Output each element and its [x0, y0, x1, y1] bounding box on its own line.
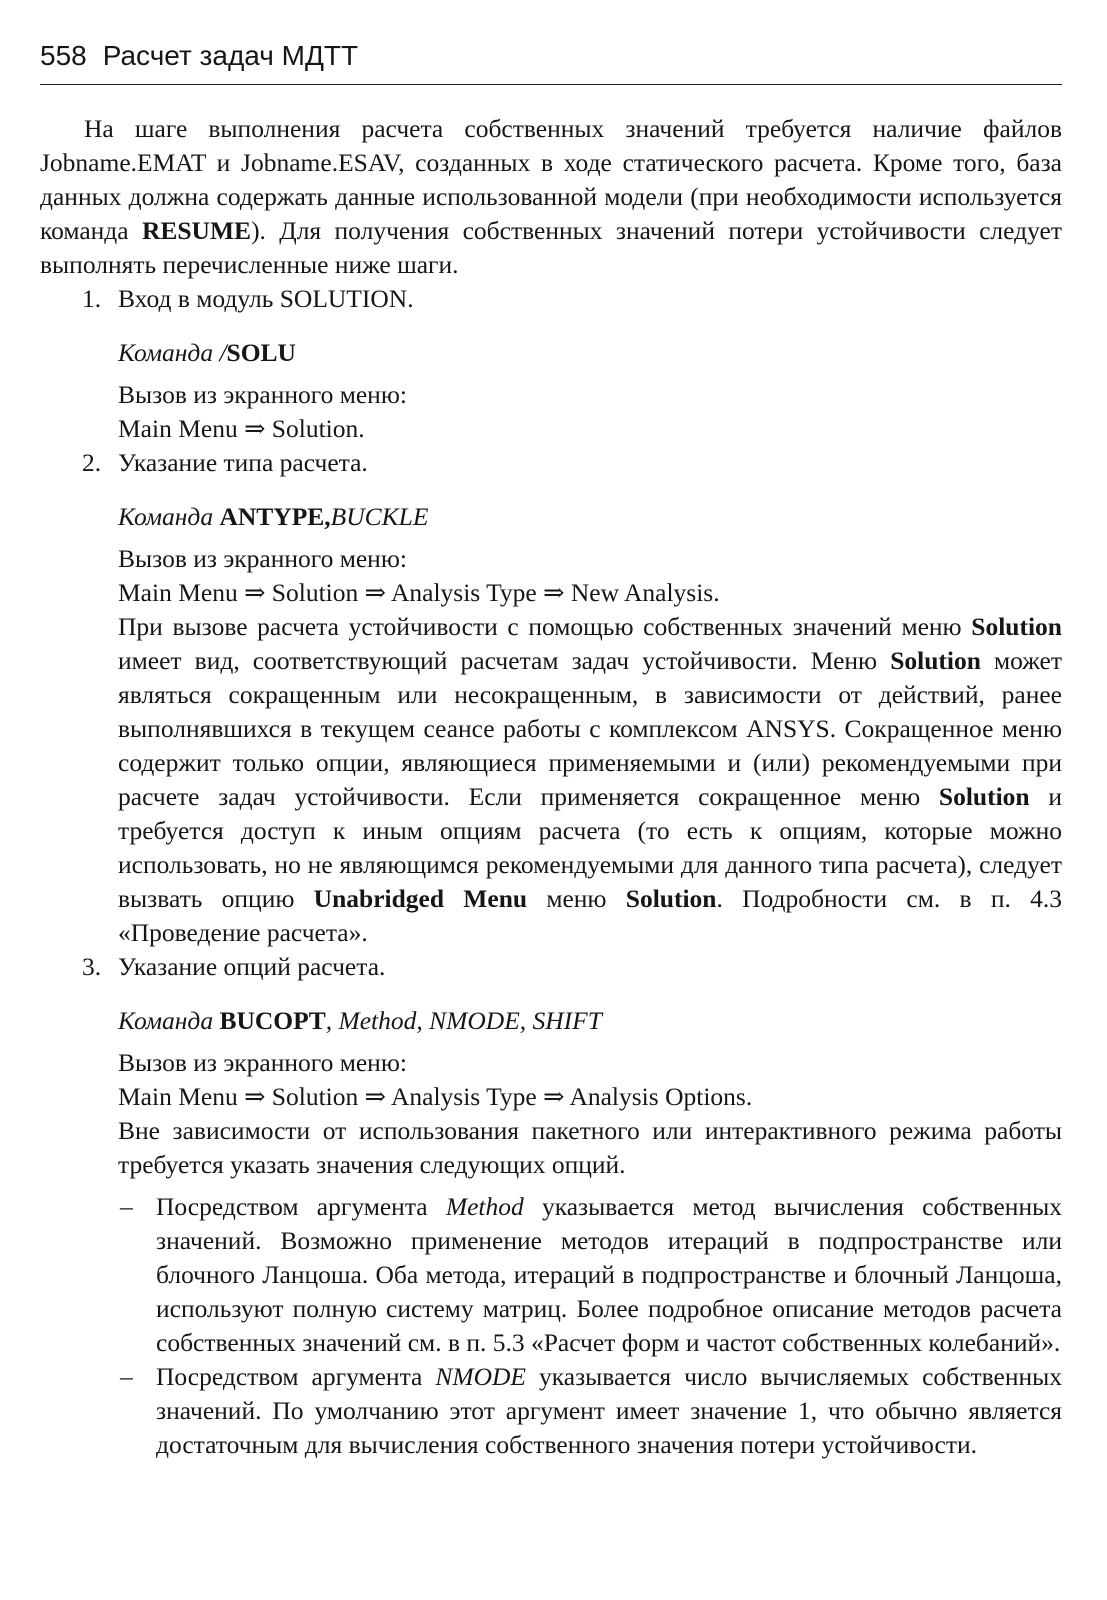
command-name: BUCOPT [219, 1006, 326, 1035]
command-line: Команда ANTYPE,BUCKLE [118, 502, 429, 531]
command-args: , Method, NMODE, SHIFT [325, 1006, 602, 1035]
header-rule [40, 84, 1062, 85]
menu-label: Вызов из экранного меню: [118, 544, 407, 573]
step-3 [40, 950, 1062, 984]
command-args: BUCKLE [330, 502, 429, 531]
menu-label: Вызов из экранного меню: [118, 1048, 407, 1077]
command-line: Команда BUCOPT, Method, NMODE, SHIFT [118, 1006, 602, 1035]
command-name: SOLU [226, 338, 296, 367]
step-title: Вход в модуль SOLUTION. [118, 284, 414, 313]
command-name: ANTYPE, [219, 502, 331, 531]
step-title: Указание опций расчета. [118, 952, 386, 981]
running-header [40, 36, 358, 76]
step-1 [40, 282, 1062, 316]
list-item: – Посредством аргумента NMODE указывается число вычисляемых собственных значений. По умолчанию этот аргумент имеет значение 1, что обычно является достаточным для вычисления собственного значения потери устойчивости. [120, 1362, 1062, 1459]
menu-path: Main Menu ⇒ Solution ⇒ Analysis Type ⇒ Analysis Options. [118, 1082, 753, 1111]
list-item: – Посредством аргумента Method указывается метод вычисления собственных значений. Возможно применение методов итераций в подпространстве или блочного Ланцоша. Оба метода, итераций в подпространстве и блочный Ланцоша, используют полную систему матриц. Более подробное описание методов расчета собственных значений см. в п. 5.3 «Расчет форм и частот собственных колебаний». [120, 1192, 1062, 1357]
command-resume: RESUME [141, 216, 252, 245]
page-body [40, 112, 1062, 1462]
menu-label: Вызов из экранного меню: [118, 380, 407, 409]
step-title: Указание типа расчета. [118, 448, 368, 477]
menu-path: Main Menu ⇒ Solution. [118, 414, 365, 443]
step-3-description: Вне зависимости от использования пакетного или интерактивного режима работы требуется указать значения следующих опций. [118, 1116, 1062, 1179]
dash-marker: – [120, 1192, 133, 1221]
step-number: 3. [82, 952, 102, 981]
menu-path: Main Menu ⇒ Solution ⇒ Analysis Type ⇒ New Analysis. [118, 578, 720, 607]
argument-name: Method [445, 1192, 524, 1221]
page-number: 558 [40, 40, 87, 71]
command-line: Команда /SOLU [118, 338, 296, 367]
step-2 [40, 446, 1062, 480]
dash-marker: – [120, 1362, 133, 1391]
step-2-description: При вызове расчета устойчивости с помощью собственных значений меню Solution имеет вид, соответствующий расчетам задач устойчивости. Меню Solution может являться сокращенным или несокращенным, в зависимости от действий, ранее выполнявшихся в текущем сеансе работы с комплексом ANSYS. Сокращенное меню содержит только опции, являющиеся применяемыми и (или) рекомендуемыми при расчете задач устойчивости. Если применяется сокращенное меню Solution и требуется доступ к иным опциям расчета (то есть к опциям, которые можно использовать, но не являющимся рекомендуемыми для данного типа расчета), следует вызвать опцию Unabridged Menu меню Solution. Подробности см. в п. 4.3 «Проведение расчета». [118, 612, 1062, 947]
argument-name: NMODE [435, 1362, 527, 1391]
intro-paragraph: На шаге выполнения расчета собственных значений требуется наличие файлов Jobname.EMAT и Jobname.ESAV, созданных в ходе статического расчета. Кроме того, база данных должна содержать данные использованной модели (при необходимости используется команда RESUME). Для получения собственных значений потери устойчивости следует выполнять перечисленные ниже шаги. [40, 114, 1062, 279]
chapter-title: Расчет задач МДТТ [102, 40, 359, 71]
step-number: 2. [82, 448, 102, 477]
step-number: 1. [82, 284, 102, 313]
